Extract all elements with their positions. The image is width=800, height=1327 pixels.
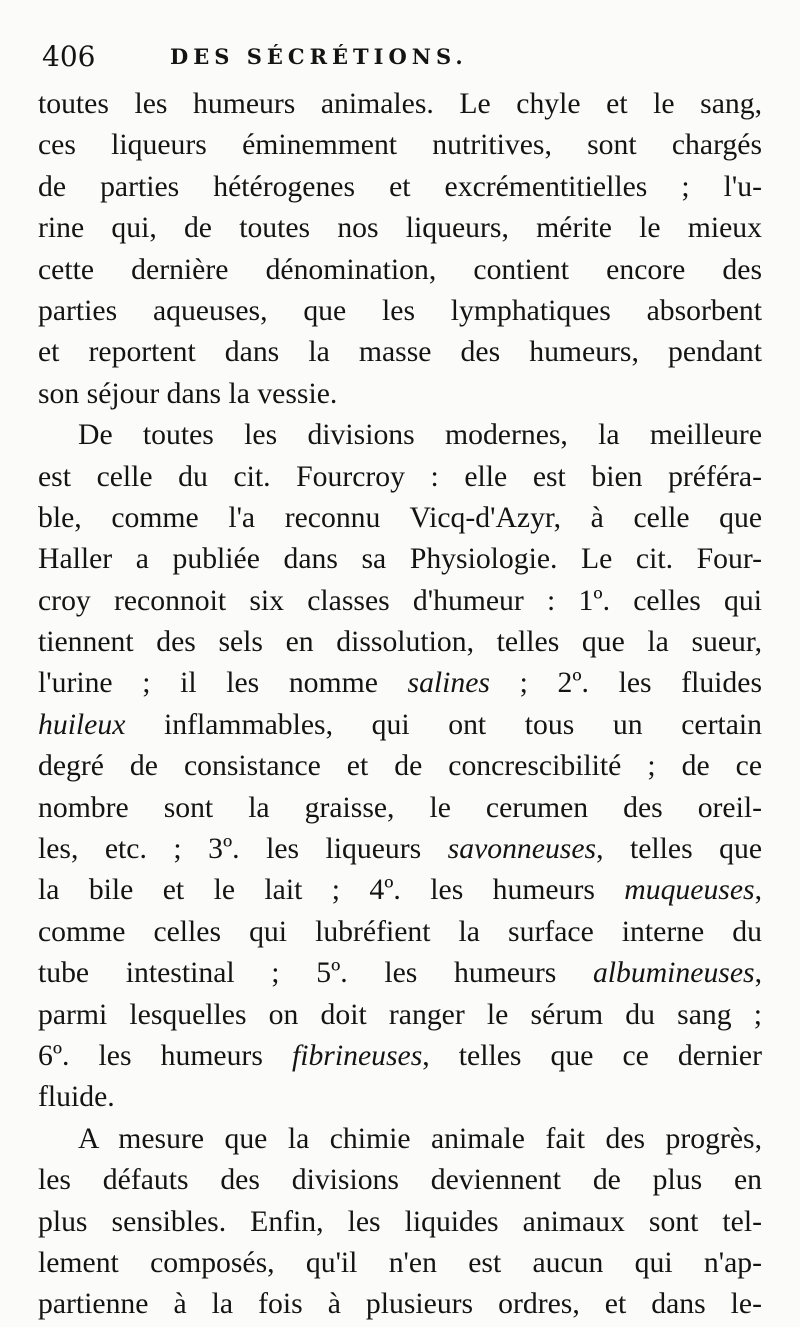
italic-term: muqueuses xyxy=(624,874,755,907)
text-line: parmi lesquelles on doit ranger le sérum du sang ; xyxy=(38,998,762,1031)
paragraph-3 xyxy=(38,1119,762,1326)
text-line: fluide. xyxy=(38,1081,115,1114)
text-line: croy reconnoit six classes d'humeur : 1º. celles qui xyxy=(38,584,762,617)
text-segment: , xyxy=(754,874,762,907)
text-segment: 6º. les humeurs xyxy=(38,1039,292,1072)
text-line: tiennent des sels en dissolution, telles que la sueur, xyxy=(38,626,762,659)
text-line: A mesure que la chimie animale fait des progrès, xyxy=(78,1122,762,1155)
text-segment: ; 2º. les fluides xyxy=(489,667,762,700)
text-segment: , xyxy=(754,957,762,990)
text-line: cette dernière dénomination, contient encore des xyxy=(38,253,762,286)
text-line: est celle du cit. Fourcroy : elle est bien préféra- xyxy=(38,460,762,493)
text-line xyxy=(38,1036,762,1077)
text-line: Haller a publiée dans sa Physiologie. Le cit. Four- xyxy=(38,543,762,576)
text-segment: les, etc. ; 3º. les liqueurs xyxy=(38,833,448,866)
text-line: son séjour dans la vessie. xyxy=(38,377,338,410)
text-line: ble, comme l'a reconnu Vicq-d'Azyr, à celle que xyxy=(38,501,762,534)
text-line: ces liqueurs éminemment nutritives, sont chargés xyxy=(38,129,762,162)
text-line: les défauts des divisions deviennent de plus en xyxy=(38,1164,762,1197)
text-line: plus sensibles. Enfin, les liquides animaux sont tel- xyxy=(38,1205,762,1238)
text-line: lement composés, qu'il n'en est aucun qui n'ap- xyxy=(38,1246,762,1279)
italic-term: salines xyxy=(407,667,490,700)
italic-term: savonneuses xyxy=(447,833,597,866)
page-number: 406 xyxy=(42,40,96,73)
text-line xyxy=(38,953,762,994)
text-line: et reportent dans la masse des humeurs, pendant xyxy=(38,336,762,369)
text-segment: , telles que ce dernier xyxy=(422,1039,762,1072)
running-head xyxy=(38,38,762,84)
body-text xyxy=(38,84,762,1326)
text-segment: l'urine ; il les nomme xyxy=(38,667,408,700)
text-line: de parties hétérogenes et excrémentitielles ; l'u- xyxy=(38,170,762,203)
text-line xyxy=(38,663,762,704)
text-line: toutes les humeurs animales. Le chyle et le sang, xyxy=(38,88,762,120)
text-line: degré de consistance et de concrescibilité ; de ce xyxy=(38,750,762,783)
running-title: DES SÉCRÉTIONS. xyxy=(170,44,468,69)
text-segment: la bile et le lait ; 4º. les humeurs xyxy=(38,874,625,907)
text-line: De toutes les divisions modernes, la meilleure xyxy=(78,419,762,452)
text-line xyxy=(38,829,762,870)
text-line: nombre sont la graisse, le cerumen des oreil- xyxy=(38,791,762,824)
paragraph-2 xyxy=(38,415,762,1119)
text-line: partienne à la fois à plusieurs ordres, et dans le- xyxy=(38,1288,762,1321)
text-line: parties aqueuses, que les lymphatiques absorbent xyxy=(38,294,762,327)
text-line: rine qui, de toutes nos liqueurs, mérite le mieux xyxy=(38,212,762,245)
italic-term: albumineuses xyxy=(592,957,755,990)
text-segment: , telles que xyxy=(596,833,762,866)
paragraph-1 xyxy=(38,84,762,415)
text-line xyxy=(38,705,762,746)
italic-term: huileux xyxy=(38,708,126,741)
italic-term: fibrineuses xyxy=(291,1039,423,1072)
text-line xyxy=(38,870,762,911)
text-line: comme celles qui lubréfient la surface interne du xyxy=(38,915,762,948)
text-segment: inflammables, qui ont tous un certain xyxy=(125,708,762,741)
text-segment: tube intestinal ; 5º. les humeurs xyxy=(38,957,593,990)
